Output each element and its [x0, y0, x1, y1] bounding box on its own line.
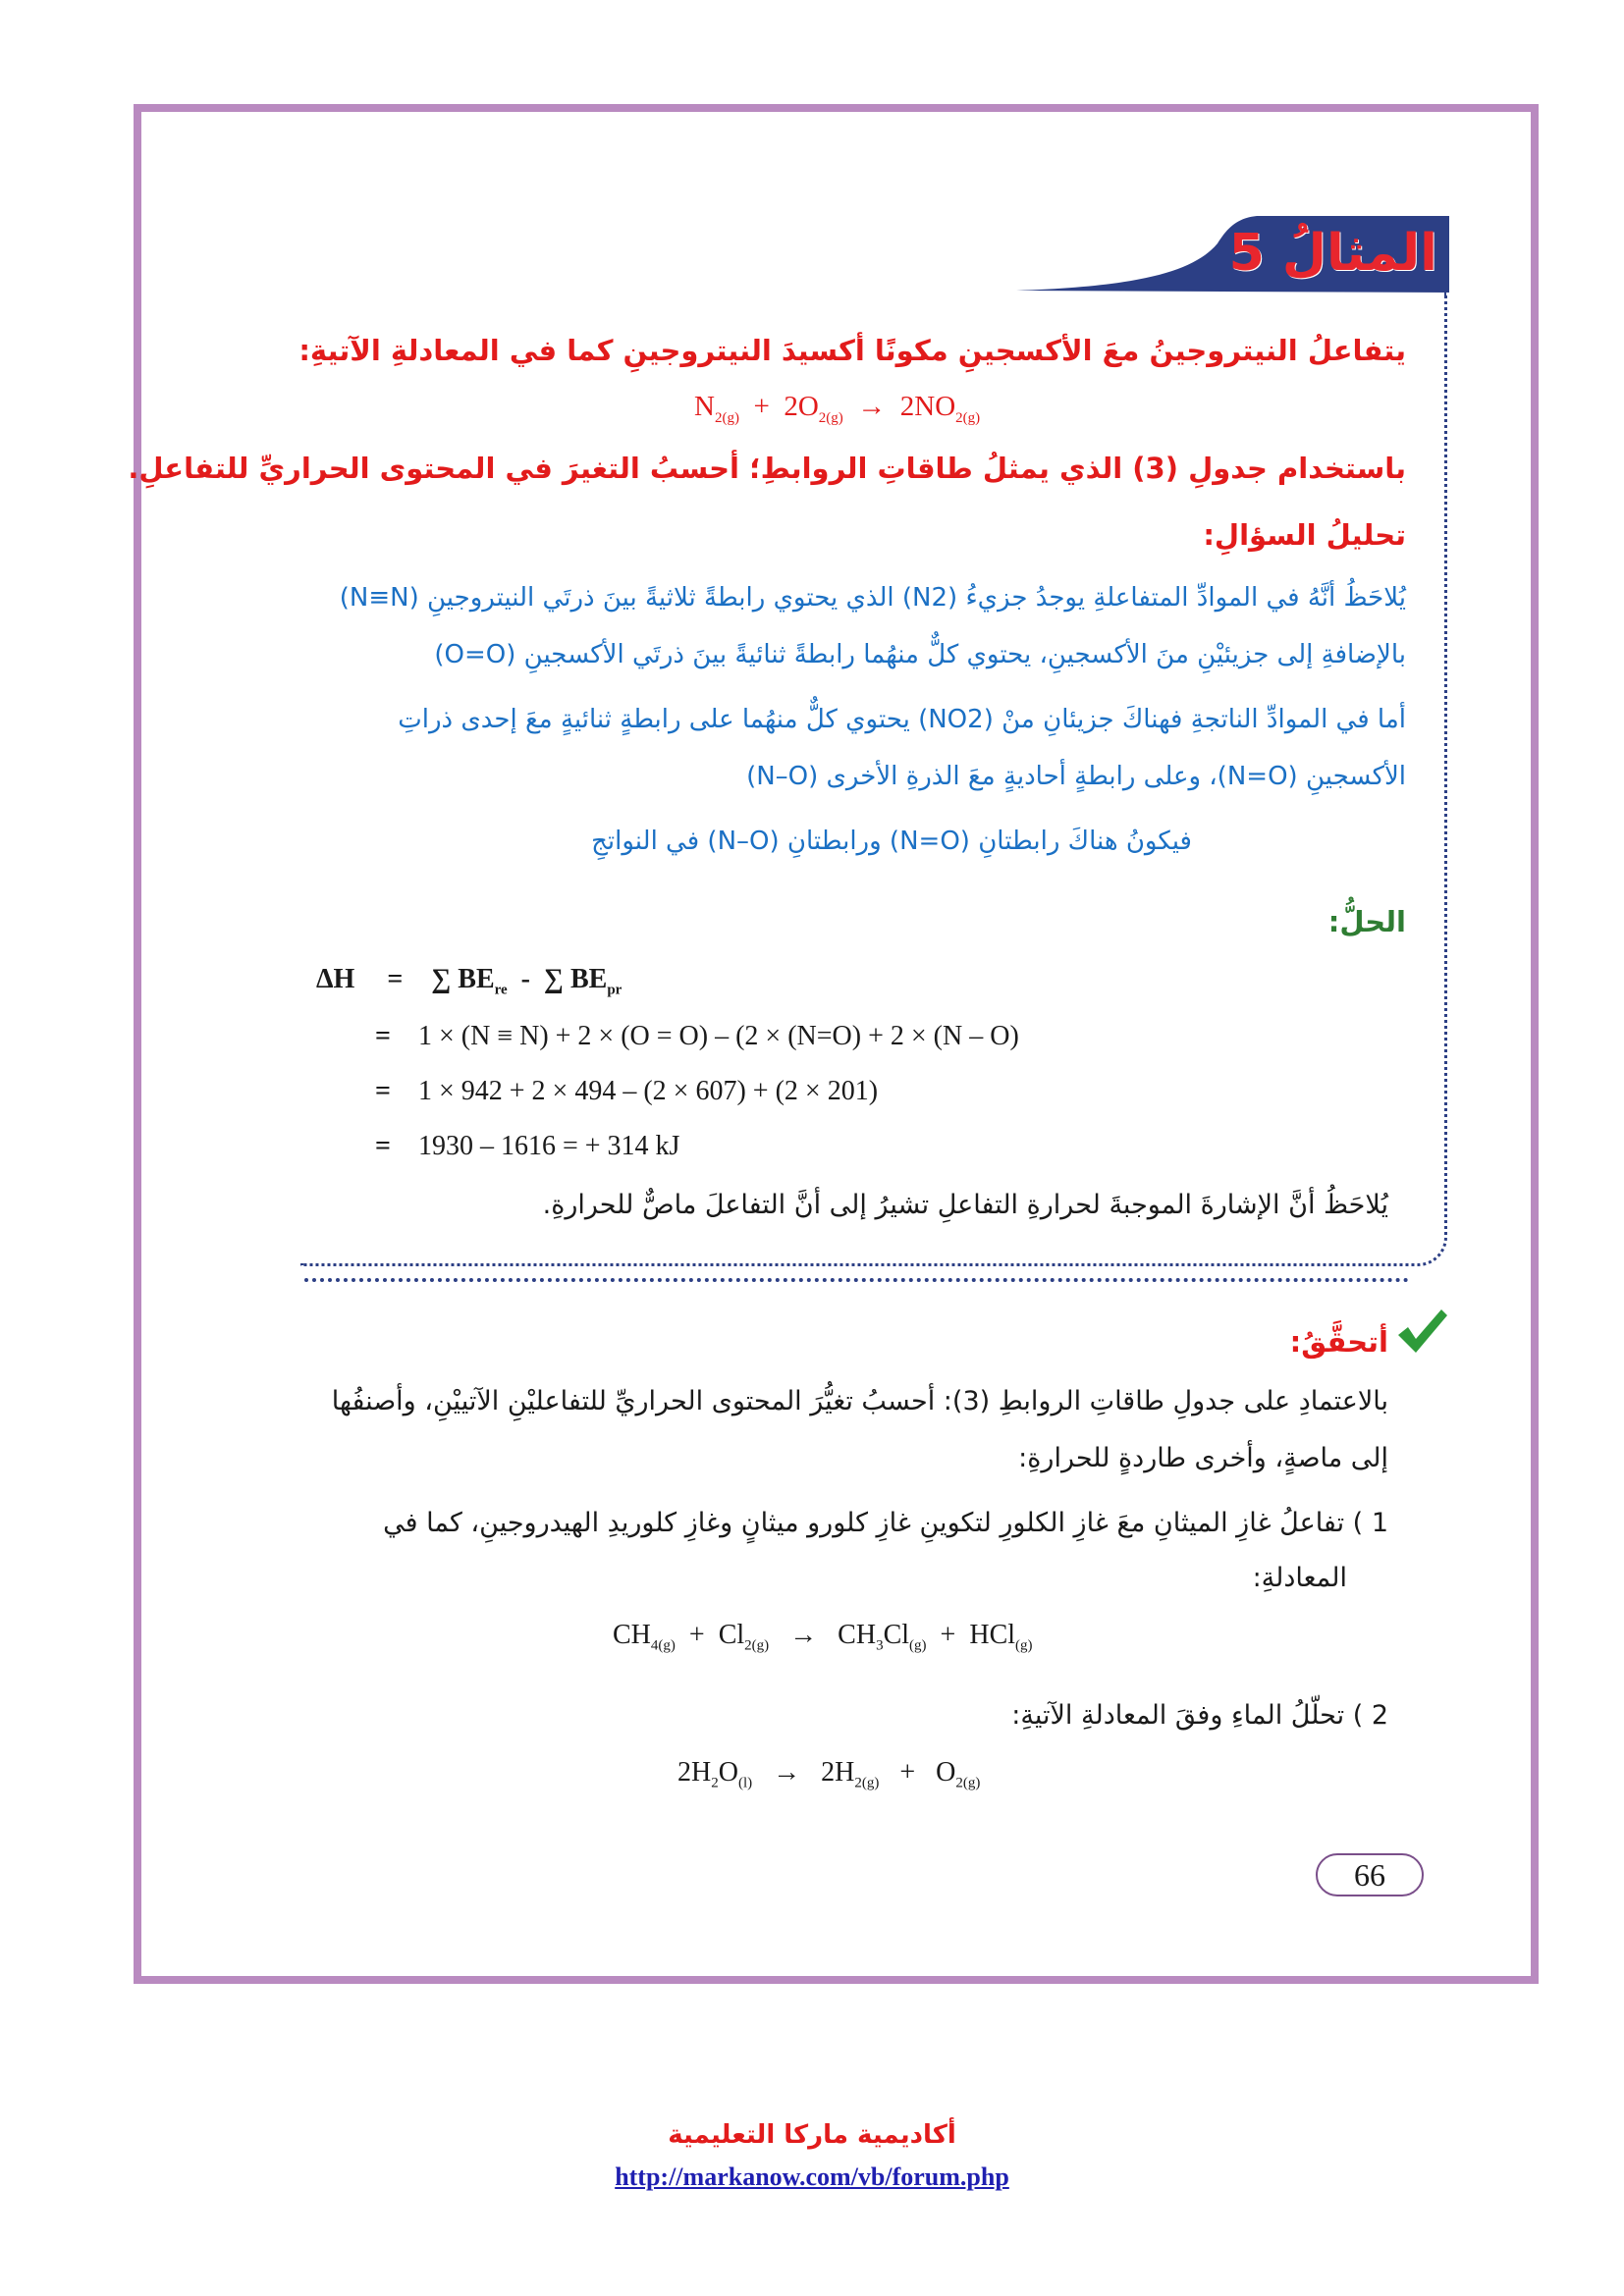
example-title: المثالُ 5	[1228, 224, 1437, 283]
question-1-equation: $CH_{4(g)} + Cl_{2(g)}$ → $CH_3Cl_{(g)} + HCl_{(g)}$	[613, 1620, 1033, 1654]
solution-line-3: = 1 × 942 + 2 × 494 – (2 × 607) + (2 × 201)	[375, 1076, 879, 1106]
verify-question-2: 2 ) تحلّلُ الماءِ وفقَ المعادلةِ الآتيةِ:	[1011, 1700, 1388, 1731]
verify-question-1: المعادلةِ:	[1252, 1563, 1347, 1593]
analysis-line: فيكونُ هناكَ رابطتانِ (N=O) ورابطتانِ (N–O) في النواتجِ	[591, 827, 1192, 856]
check-icon	[1394, 1304, 1449, 1359]
analysis-line: الأكسجينِ (N=O)، وعلى رابطةٍ أحاديةٍ معَ الذرةِ الأخرى (N–O)	[746, 762, 1406, 791]
main-equation: $N_{2(g)} + 2O_{2(g)} \to 2NO_{2(g)}$	[694, 391, 981, 426]
example-task: باستخدام جدولِ (3) الذي يمثلُ طاقاتِ الروابطِ؛ أحسبُ التغيرَ في المحتوى الحراريِّ للتفاعلِ.	[128, 452, 1406, 485]
verify-intro: بالاعتمادِ على جدولِ طاقاتِ الروابطِ (3): أحسبُ تغيُّرَ المحتوى الحراريِّ للتفاعليْنِ الآتييْنِ، وأصنفُها	[331, 1386, 1388, 1416]
solution-note: يُلاحَظُ أنَّ الإشارةَ الموجبةَ لحرارةِ التفاعلِ تشيرُ إلى أنَّ التفاعلَ ماصٌّ للحرارةِ.	[542, 1190, 1388, 1220]
section-divider	[304, 1278, 1409, 1282]
verify-intro: إلى ماصةٍ، وأخرى طاردةٍ للحرارةِ:	[1018, 1443, 1388, 1473]
solution-line-2: = 1 × (N ≡ N) + 2 × (O = O) – (2 × (N=O) + 2 × (N – O)	[375, 1021, 1019, 1051]
solution-line-4: = 1930 – 1616 = + 314 kJ	[375, 1131, 680, 1161]
analysis-line: يُلاحَظُ أنَّهُ في الموادِّ المتفاعلةِ يوجدُ جزيءُ (N2) الذي يحتوي رابطةً ثلاثيةً بينَ ذرتَي النيتروجينِ (N≡N)	[339, 583, 1406, 613]
solution-line-1: ΔH = ∑ $BE_{re}$ - ∑ $BE_{pr}$	[316, 964, 623, 998]
verify-heading: أتحقَّقُ:	[1289, 1325, 1388, 1359]
analysis-line: بالإضافةِ إلى جزيئيْنِ منَ الأكسجينِ، يحتوي كلٌّ منهُما رابطةً ثنائيةً بينَ ذرتَي الأكسجينِ (O=O)	[434, 640, 1406, 669]
footer-title: أكاديمية ماركا التعليمية	[668, 2120, 956, 2150]
analysis-line: أما في الموادِّ الناتجةِ فهناكَ جزيئانِ منْ (NO2) يحتوي كلٌّ منهُما على رابطةٍ ثنائيةٍ معَ إحدى ذراتِ	[398, 705, 1406, 734]
example-intro: يتفاعلُ النيتروجينُ معَ الأكسجينِ مكونًا أكسيدَ النيتروجينِ كما في المعادلةِ الآتيةِ:	[298, 334, 1406, 367]
question-2-equation: $2H_2O_{(l)}$ → $2H_{2(g)}$ + $O_{2(g)}$	[677, 1757, 981, 1791]
footer-link[interactable]: http://markanow.com/vb/forum.php	[615, 2163, 1009, 2191]
solution-heading: الحلُّ:	[1327, 905, 1406, 938]
analysis-heading: تحليلُ السؤالِ:	[1203, 518, 1406, 552]
verify-question-1: 1 ) تفاعلُ غازِ الميثانِ معَ غازِ الكلورِ لتكوينِ غازِ كلورو ميثانٍ وغازِ كلوريدِ الهيدروجينِ، كما في	[383, 1508, 1388, 1538]
page-number: 66	[1316, 1853, 1424, 1896]
